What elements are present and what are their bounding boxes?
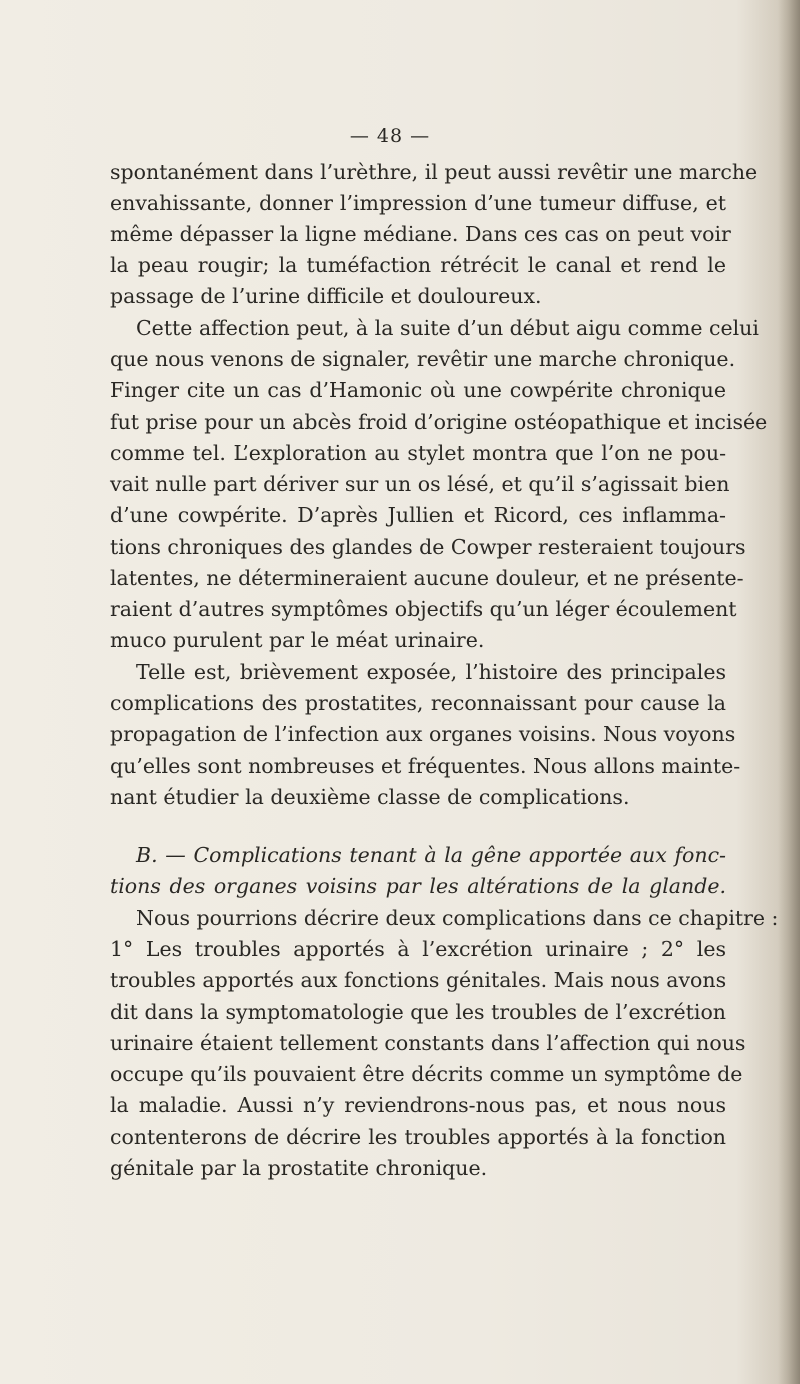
text-line: la maladie. Aussi n’y reviendrons-nous pas, et nous nous <box>110 1093 726 1117</box>
text-line: vait nulle part dériver sur un os lésé, et qu’il s’agissait bien <box>110 472 730 496</box>
text-line: urinaire étaient tellement constants dans l’affection qui nous <box>110 1031 746 1055</box>
text-line: tions chroniques des glandes de Cowper resteraient toujours <box>110 535 746 559</box>
text-line: spontanément dans l’urèthre, il peut aussi revêtir une marche <box>110 160 758 184</box>
section-heading: tions des organes voisins par les altérations de la glande. <box>110 874 726 898</box>
text-line: 1° Les troubles apportés à l’excrétion urinaire ; 2° les <box>110 937 726 961</box>
text-line: génitale par la prostatite chronique. <box>110 1156 488 1180</box>
text-line: même dépasser la ligne médiane. Dans ces cas on peut voir <box>110 222 731 246</box>
text-line: qu’elles sont nombreuses et fréquentes. Nous allons mainte- <box>110 754 741 778</box>
text-line: nant étudier la deuxième classe de complications. <box>110 785 630 809</box>
text-line: latentes, ne détermineraient aucune douleur, et ne présente- <box>110 566 744 590</box>
text-line: Telle est, brièvement exposée, l’histoire des principales <box>136 660 726 684</box>
text-line: comme tel. L’exploration au stylet montra que l’on ne pou- <box>110 441 726 465</box>
text-line: d’une cowpérite. D’après Jullien et Ricord, ces inflamma- <box>110 503 726 527</box>
text-line: que nous venons de signaler, revêtir une marche chronique. <box>110 347 736 371</box>
text-line: Nous pourrions décrire deux complications dans ce chapitre : <box>136 906 779 930</box>
text-line: passage de l’urine difficile et douloureux. <box>110 284 542 308</box>
text-line: fut prise pour un abcès froid d’origine ostéopathique et incisée <box>110 410 768 434</box>
text-line: raient d’autres symptômes objectifs qu’un léger écoulement <box>110 597 737 621</box>
text-line: complications des prostatites, reconnaissant pour cause la <box>110 691 726 715</box>
text-line: propagation de l’infection aux organes voisins. Nous voyons <box>110 722 736 746</box>
text-line: Cette affection peut, à la suite d’un début aigu comme celui <box>136 316 759 340</box>
text-line: envahissante, donner l’impression d’une tumeur diffuse, et <box>110 191 726 215</box>
page-number: — 48 — <box>349 125 431 147</box>
page-edge-shadow <box>778 0 800 1384</box>
text-line: muco purulent par le méat urinaire. <box>110 628 485 652</box>
text-line: occupe qu’ils pouvaient être décrits comme un symptôme de <box>110 1062 743 1086</box>
section-heading: B. — Complications tenant à la gêne apportée aux fonc- <box>136 843 726 867</box>
text-line: contenterons de décrire les troubles apportés à la fonction <box>110 1125 726 1149</box>
text-line: Finger cite un cas d’Hamonic où une cowpérite chronique <box>110 378 726 402</box>
text-line: dit dans la symptomatologie que les troubles de l’excrétion <box>110 1000 726 1024</box>
text-line: troubles apportés aux fonctions génitales. Mais nous avons <box>110 968 727 992</box>
text-line: la peau rougir; la tuméfaction rétrécit le canal et rend le <box>110 253 726 277</box>
